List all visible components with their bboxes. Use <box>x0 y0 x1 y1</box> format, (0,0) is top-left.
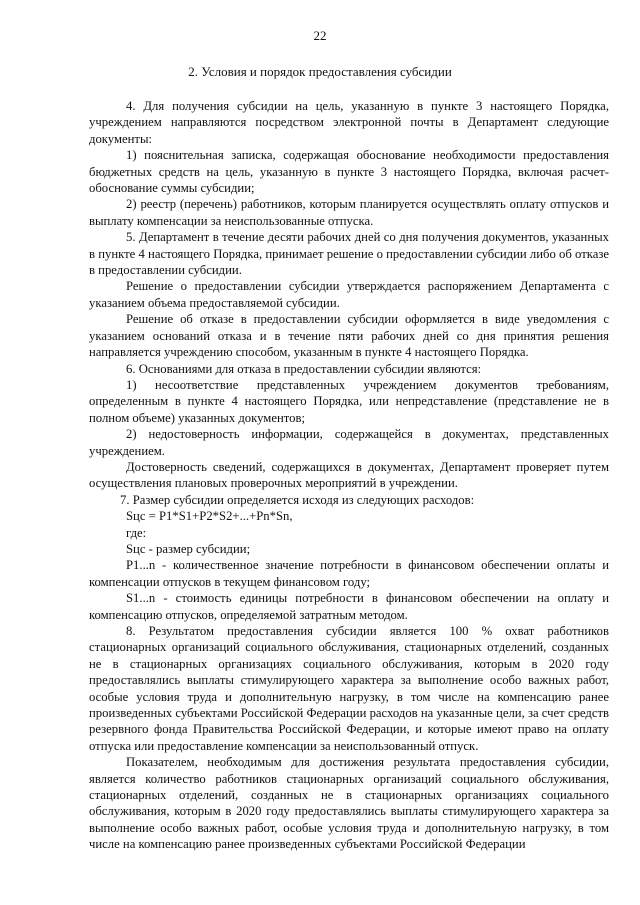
paragraph-6-reliability: Достоверность сведений, содержащихся в документах, Департамент проверяет путем осуществления плановых проверочных мероприятий в учреждении. <box>89 459 609 491</box>
paragraph-4: 4. Для получения субсидии на цель, указанную в пункте 3 настоящего Порядка, учреждением направляются посредством электронной почты в Департамент следующие документы: <box>89 99 609 146</box>
page-number: 22 <box>313 28 327 43</box>
paragraph-6: 6. Основаниями для отказа в предоставлении субсидии являются: <box>126 361 482 376</box>
formula-def-s: Sцс - размер субсидии; <box>126 541 251 556</box>
paragraph-6-item-2: 2) недостоверность информации, содержащейся в документах, представленных учреждением. <box>89 427 609 458</box>
paragraph-8-indicator: Показателем, необходимым для достижения результата предоставления субсидии, является количество работников стационарных организаций социального обслуживания, стационарных отделений, созданных не в стационарных организациях социального обслуживания, которым в 2020 году предоставлялись выплаты стимулирующего характера за выполнение особо важных работ, особые условия труда и дополнительную нагрузку, в том числе на компенсацию ранее произведенных субъектами Российской Федерации <box>89 755 609 852</box>
formula-where: где: <box>126 525 147 540</box>
formula-def-s1: S1...n - стоимость единицы потребности в финансовом обеспечении на оплату и компенсацию отпусков, определяемой затратным методом. <box>89 591 609 622</box>
paragraph-5-decision-refusal: Решение об отказе в предоставлении субсидии оформляется в виде уведомления с указанием оснований отказа и в течение пяти рабочих дней со дня принятия решения направляется учреждению способом, указанным в пункте 4 настоящего Порядка. <box>89 312 609 360</box>
section-heading: 2. Условия и порядок предоставления субсидии <box>188 64 452 79</box>
paragraph-4-item-1: 1) пояснительная записка, содержащая обоснование необходимости предоставления бюджетных средств на цель, указанную в пункте 3 настоящего Порядка, включая расчет-обоснование суммы субсидии; <box>89 148 609 196</box>
paragraph-8: 8. Результатом предоставления субсидии является 100 % охват работников стационарных организаций социального обслуживания, стационарных отделений, созданных не в стационарных организациях социального обслуживания, которым в 2020 году предоставлялись выплаты стимулирующего характера за выполнение особо важных работ, особые условия труда и дополнительную нагрузку, в том числе на компенсацию ранее произведенных субъектами Российской Федерации расходов на указанные цели, за счет средств резервного фонда Правительства Российской Федерации, и которые имеют право на оплату отпуска или предоставление компенсации за неиспользованный отпуск. <box>89 624 609 753</box>
subsidy-formula: Sцс = P1*S1+P2*S2+...+Pn*Sn, <box>126 509 293 524</box>
paragraph-5: 5. Департамент в течение десяти рабочих дней со дня получения документов, указанных в пункте 4 настоящего Порядка, принимает решение о предоставлении субсидии либо об отказе в предоставлении субсидии. <box>89 230 609 278</box>
document-body <box>89 98 609 853</box>
paragraph-6-item-1: 1) несоответствие представленных учреждением документов требованиям, определенным в пункте 4 настоящего Порядка, или непредставление (представление не в полном объеме) указанных документов; <box>89 377 609 425</box>
formula-def-p: P1...n - количественное значение потребности в финансовом обеспечении оплаты и компенсации отпусков в текущем финансовом году; <box>89 558 609 589</box>
paragraph-4-item-2: 2) реестр (перечень) работников, которым планируется осуществлять оплату отпусков и выплату компенсации за неиспользованные отпуска. <box>89 197 609 228</box>
paragraph-7: 7. Размер субсидии определяется исходя из следующих расходов: <box>120 492 475 507</box>
paragraph-5-decision-grant: Решение о предоставлении субсидии утверждается распоряжением Департамента с указанием объема предоставляемой субсидии. <box>89 279 609 310</box>
